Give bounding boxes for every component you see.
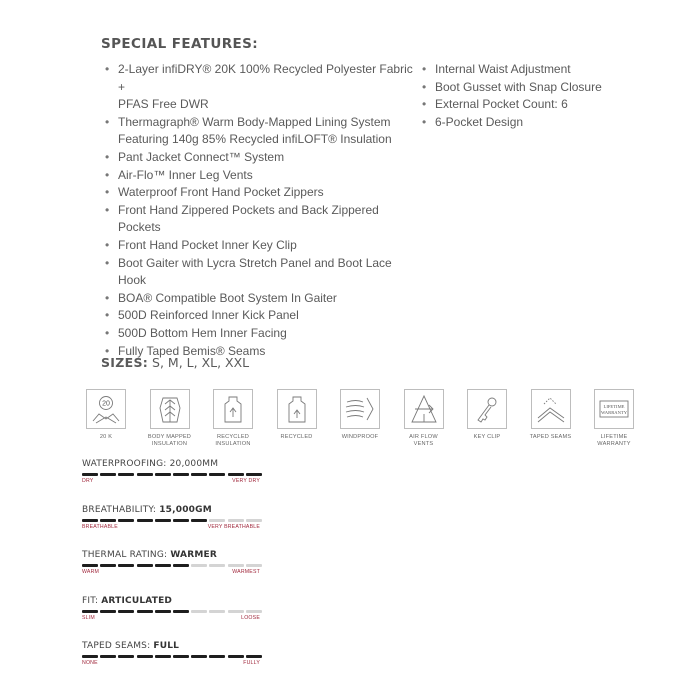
feature-item bbox=[422, 61, 622, 79]
feature-text: Fully Taped Bemis® Seams bbox=[118, 343, 266, 358]
feature-text: Boot Gaiter with Lycra Stretch Panel and Boot Lace bbox=[118, 255, 392, 270]
rating-segment-empty bbox=[191, 610, 207, 613]
rating-segment-filled bbox=[100, 519, 116, 522]
rating-label: BREATHABILITY: bbox=[82, 504, 160, 515]
rating-segment-empty bbox=[209, 610, 225, 613]
rating-bar bbox=[82, 519, 260, 522]
rating-low-label: NONE bbox=[82, 660, 98, 666]
rating-segment-filled bbox=[118, 519, 134, 522]
rating-segment-filled bbox=[173, 564, 189, 567]
rating-value: WARMER bbox=[170, 550, 217, 560]
rating-segment-filled bbox=[100, 473, 116, 476]
rating-scale bbox=[82, 641, 262, 671]
rating-title bbox=[82, 505, 212, 515]
feature-icon-label: RECYCLED bbox=[280, 434, 313, 440]
20k-icon bbox=[86, 389, 126, 429]
feature-text: Featuring 140g 85% Recycled infiLOFT® Insulation bbox=[118, 132, 392, 147]
rating-bar bbox=[82, 473, 260, 476]
feature-icon-label: WINDPROOF bbox=[341, 434, 379, 440]
rating-low-label: BREATHABLE bbox=[82, 523, 118, 530]
rating-segment-filled bbox=[118, 473, 134, 476]
rating-label: TAPED SEAMS: bbox=[82, 641, 154, 651]
rating-segment-filled bbox=[246, 655, 262, 658]
feature-item bbox=[105, 307, 417, 325]
rating-segment-empty bbox=[209, 519, 225, 522]
rating-segment-filled bbox=[100, 610, 116, 613]
rating-segment-filled bbox=[191, 519, 207, 522]
rating-low-label: SLIM bbox=[82, 614, 95, 621]
rating-bar bbox=[82, 564, 260, 567]
rating-segment-empty bbox=[246, 519, 262, 522]
rating-high-label: FULLY bbox=[243, 660, 260, 666]
feature-item bbox=[105, 202, 417, 237]
rating-segment-filled bbox=[191, 473, 207, 476]
rating-segment-empty bbox=[209, 564, 225, 567]
feature-text: PFAS Free DWR bbox=[118, 97, 209, 112]
icon-badge-text: WARRANTY bbox=[600, 410, 628, 415]
taped-seams-icon bbox=[531, 389, 571, 429]
feature-icon-label: 20 K bbox=[99, 434, 113, 440]
rating-segment-filled bbox=[82, 519, 98, 522]
feature-icon-label: KEY CLIP bbox=[473, 434, 501, 440]
rating-segment-filled bbox=[246, 473, 262, 476]
rating-segment-empty bbox=[228, 610, 244, 613]
icon-badge-text: LIFETIME bbox=[603, 404, 625, 409]
rating-segment-filled bbox=[228, 473, 244, 476]
rating-value: 15,000GM bbox=[159, 504, 212, 515]
air-flow-vents-icon bbox=[404, 389, 444, 429]
rating-high-label: LOOSE bbox=[241, 614, 260, 621]
feature-icon-label: RECYCLED INSULATION bbox=[215, 434, 251, 447]
feature-text: Air-Flo™ Inner Leg Vents bbox=[118, 167, 253, 182]
feature-text: 500D Bottom Hem Inner Facing bbox=[118, 325, 287, 340]
sizes-line bbox=[101, 355, 249, 370]
rating-segment-filled bbox=[155, 655, 171, 658]
feature-text: 2-Layer infiDRY® 20K 100% Recycled Polyester Fabric + bbox=[118, 62, 413, 94]
rating-segment-filled bbox=[100, 655, 116, 658]
feature-item bbox=[105, 255, 417, 290]
rating-value: FULL bbox=[153, 641, 180, 651]
sizes-label: SIZES: bbox=[101, 355, 149, 370]
rating-low-label: WARM bbox=[82, 569, 100, 575]
rating-bar bbox=[82, 655, 260, 658]
rating-segment-filled bbox=[173, 655, 189, 658]
feature-icon-label: BODY MAPPED INSULATION bbox=[147, 434, 192, 447]
rating-value: 20,000MM bbox=[169, 459, 219, 469]
rating-title bbox=[82, 550, 217, 560]
rating-scale bbox=[82, 550, 262, 580]
feature-icons-row bbox=[80, 389, 640, 454]
body-mapped-insulation-icon bbox=[150, 389, 190, 429]
recycled-icon bbox=[277, 389, 317, 429]
feature-icon-label: AIR FLOW VENTS bbox=[409, 434, 438, 447]
windproof-icon bbox=[340, 389, 380, 429]
rating-segment-filled bbox=[82, 610, 98, 613]
feature-text: Waterproof Front Hand Pocket Zippers bbox=[118, 185, 324, 200]
rating-low-label: DRY bbox=[82, 478, 94, 484]
sizes-value: S, M, L, XL, XXL bbox=[152, 355, 250, 370]
rating-segment-filled bbox=[137, 519, 153, 522]
feature-text: 500D Reinforced Inner Kick Panel bbox=[118, 308, 299, 323]
rating-segment-filled bbox=[209, 473, 225, 476]
feature-item bbox=[422, 114, 622, 132]
features-list-left bbox=[105, 61, 417, 360]
key-clip-icon bbox=[467, 389, 507, 429]
rating-segment-empty bbox=[246, 564, 262, 567]
feature-text: External Pocket Count: 6 bbox=[435, 97, 568, 112]
rating-segment-filled bbox=[82, 655, 98, 658]
rating-segment-empty bbox=[246, 610, 262, 613]
feature-item bbox=[105, 237, 417, 255]
icon-badge-text: 20 bbox=[102, 400, 110, 408]
rating-label: FIT: bbox=[82, 595, 102, 606]
rating-segment-filled bbox=[173, 610, 189, 613]
rating-label: WATERPROOFING: bbox=[82, 459, 170, 469]
rating-segment-filled bbox=[209, 655, 225, 658]
feature-item bbox=[105, 61, 417, 114]
feature-text: Hook bbox=[118, 273, 147, 288]
rating-segment-filled bbox=[137, 610, 153, 613]
rating-segment-filled bbox=[82, 473, 98, 476]
rating-segment-filled bbox=[137, 655, 153, 658]
rating-segment-filled bbox=[173, 473, 189, 476]
feature-text: Thermagraph® Warm Body-Mapped Lining System bbox=[118, 114, 391, 129]
rating-segment-filled bbox=[155, 473, 171, 476]
rating-segment-filled bbox=[118, 655, 134, 658]
rating-segment-filled bbox=[100, 564, 116, 567]
feature-text: Boot Gusset with Snap Closure bbox=[435, 79, 602, 94]
rating-segment-filled bbox=[155, 610, 171, 613]
feature-text: Pockets bbox=[118, 220, 161, 235]
rating-segment-filled bbox=[118, 610, 134, 613]
rating-scale bbox=[82, 505, 262, 535]
feature-item bbox=[105, 114, 417, 149]
rating-segment-filled bbox=[118, 564, 134, 567]
rating-segment-filled bbox=[155, 519, 171, 522]
rating-segment-filled bbox=[155, 564, 171, 567]
rating-title bbox=[82, 596, 172, 606]
feature-text: Internal Waist Adjustment bbox=[435, 62, 571, 76]
rating-scale bbox=[82, 596, 262, 626]
feature-text: Pant Jacket Connect™ System bbox=[118, 149, 285, 164]
rating-segment-empty bbox=[228, 564, 244, 567]
feature-item bbox=[105, 290, 417, 308]
rating-label: THERMAL RATING: bbox=[82, 550, 171, 560]
rating-segment-filled bbox=[173, 519, 189, 522]
feature-item bbox=[105, 149, 417, 167]
rating-segment-filled bbox=[82, 564, 98, 567]
feature-icon-label: LIFETIME WARRANTY bbox=[597, 434, 631, 447]
rating-segment-filled bbox=[137, 564, 153, 567]
feature-item bbox=[105, 184, 417, 202]
feature-text: Front Hand Zippered Pockets and Back Zippered bbox=[118, 202, 379, 217]
feature-text: BOA® Compatible Boot System In Gaiter bbox=[118, 290, 337, 305]
feature-item bbox=[105, 167, 417, 185]
feature-item bbox=[105, 325, 417, 343]
feature-item bbox=[422, 79, 622, 97]
feature-text: 6-Pocket Design bbox=[435, 114, 524, 129]
rating-high-label: VERY DRY bbox=[232, 478, 260, 484]
rating-segment-filled bbox=[137, 473, 153, 476]
special-features-heading: SPECIAL FEATURES: bbox=[101, 36, 259, 52]
features-list-right bbox=[422, 61, 622, 131]
rating-title bbox=[82, 641, 179, 651]
rating-high-label: VERY BREATHABLE bbox=[207, 523, 260, 530]
lifetime-warranty-icon bbox=[594, 389, 634, 429]
rating-value: ARTICULATED bbox=[101, 595, 173, 606]
rating-segment-empty bbox=[191, 564, 207, 567]
rating-scale bbox=[82, 459, 262, 489]
recycled-insulation-icon bbox=[213, 389, 253, 429]
rating-segment-filled bbox=[228, 655, 244, 658]
rating-title bbox=[82, 459, 218, 469]
feature-item bbox=[422, 96, 622, 114]
feature-icon-label: TAPED SEAMS bbox=[529, 434, 572, 440]
rating-bar bbox=[82, 610, 260, 613]
rating-segment-filled bbox=[191, 655, 207, 658]
rating-segment-empty bbox=[228, 519, 244, 522]
feature-text: Front Hand Pocket Inner Key Clip bbox=[118, 237, 297, 252]
rating-high-label: WARMEST bbox=[232, 569, 260, 575]
